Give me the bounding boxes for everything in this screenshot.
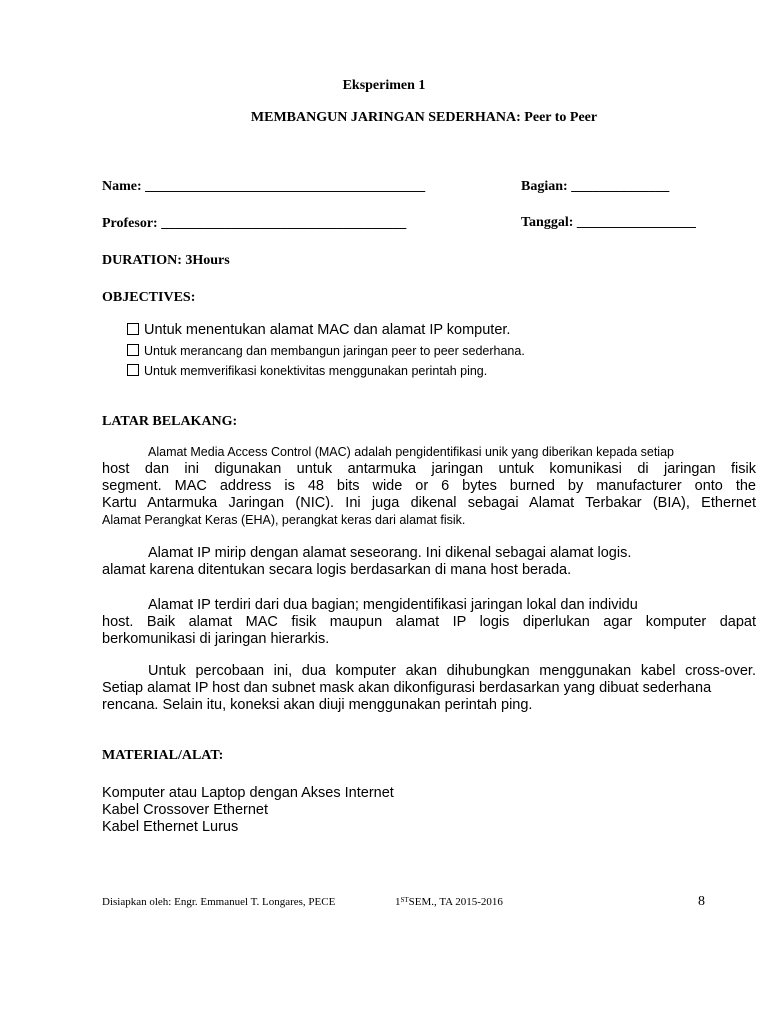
- objective-item: Untuk memverifikasi konektivitas menggunakan perintah ping.: [127, 364, 487, 378]
- background-paragraph-2: Alamat IP mirip dengan alamat seseorang. Ini dikenal sebagai alamat logis. alamat karena ditentukan secara logis berdasarkan di mana host berada.: [102, 545, 632, 578]
- professor-label: Profesor:: [102, 216, 158, 231]
- date-label: Tanggal:: [521, 215, 574, 230]
- professor-field: [102, 216, 406, 232]
- objectives-heading: OBJECTIVES:: [102, 290, 196, 305]
- material-item: Kabel Crossover Ethernet: [102, 802, 269, 818]
- footer-semester: 1STSEM., TA 2015-2016: [395, 896, 503, 908]
- objective-item: Untuk menentukan alamat MAC dan alamat IP komputer.: [127, 322, 510, 338]
- checkbox-icon: [127, 364, 139, 376]
- page-number: 8: [698, 894, 705, 909]
- section-field: [521, 179, 669, 195]
- background-heading: LATAR BELAKANG:: [102, 414, 238, 429]
- subtitle-rest: Peer to Peer: [524, 110, 598, 125]
- subtitle-main: MEMBANGUN JARINGAN SEDERHANA:: [250, 110, 521, 125]
- name-field: [102, 179, 425, 195]
- document-title: Eksperimen 1: [342, 78, 426, 93]
- section-blank-line: ______________: [571, 179, 670, 194]
- footer-prepared-by: Disiapkan oleh: Engr. Emmanuel T. Longares, PECE: [102, 896, 336, 908]
- material-item: Komputer atau Laptop dengan Akses Internet: [102, 785, 394, 801]
- material-item: Kabel Ethernet Lurus: [102, 819, 239, 835]
- materials-list: [102, 785, 394, 836]
- background-paragraph-1: Alamat Media Access Control (MAC) adalah pengidentifikasi unik yang diberikan kepada setiap host dan ini digunakan untuk antarmuka jaringan untuk komunikasi di jaringan fisik segment. MAC address is 48 bits wide or 6 bytes burned by manufacturer onto the Kartu Antarmuka Jaringan (NIC). Ini juga dikenal sebagai Alamat Terbakar (BIA), Ethernet Alamat Perangkat Keras (EHA), perangkat keras dari alamat fisik.: [102, 445, 756, 527]
- checkbox-icon: [127, 323, 139, 335]
- materials-heading: MATERIAL/ALAT:: [102, 748, 224, 763]
- name-blank-line: ________________________________________: [145, 179, 426, 194]
- name-label: Name:: [102, 179, 142, 194]
- objective-item: Untuk merancang dan membangun jaringan peer to peer sederhana.: [127, 344, 525, 358]
- background-paragraph-4: Untuk percobaan ini, dua komputer akan dihubungkan menggunakan kabel cross-over. Setiap alamat IP host dan subnet mask akan dikonfigurasi berdasarkan yang dibuat sederhana rencana. Selain itu, koneksi akan diuji menggunakan perintah ping.: [102, 663, 756, 713]
- professor-blank-line: ___________________________________: [161, 216, 407, 231]
- document-subtitle: [80, 110, 768, 126]
- duration: DURATION: 3Hours: [102, 253, 230, 268]
- background-paragraph-3: Alamat IP terdiri dari dua bagian; mengidentifikasi jaringan lokal dan individu host. Baik alamat MAC fisik maupun alamat IP logis diperlukan agar komputer dapat berkomunikasi di jaringan hierarkis.: [102, 597, 756, 647]
- checkbox-icon: [127, 344, 139, 356]
- date-field: [521, 215, 696, 231]
- section-label: Bagian:: [521, 179, 568, 194]
- date-blank-line: _________________: [576, 215, 696, 230]
